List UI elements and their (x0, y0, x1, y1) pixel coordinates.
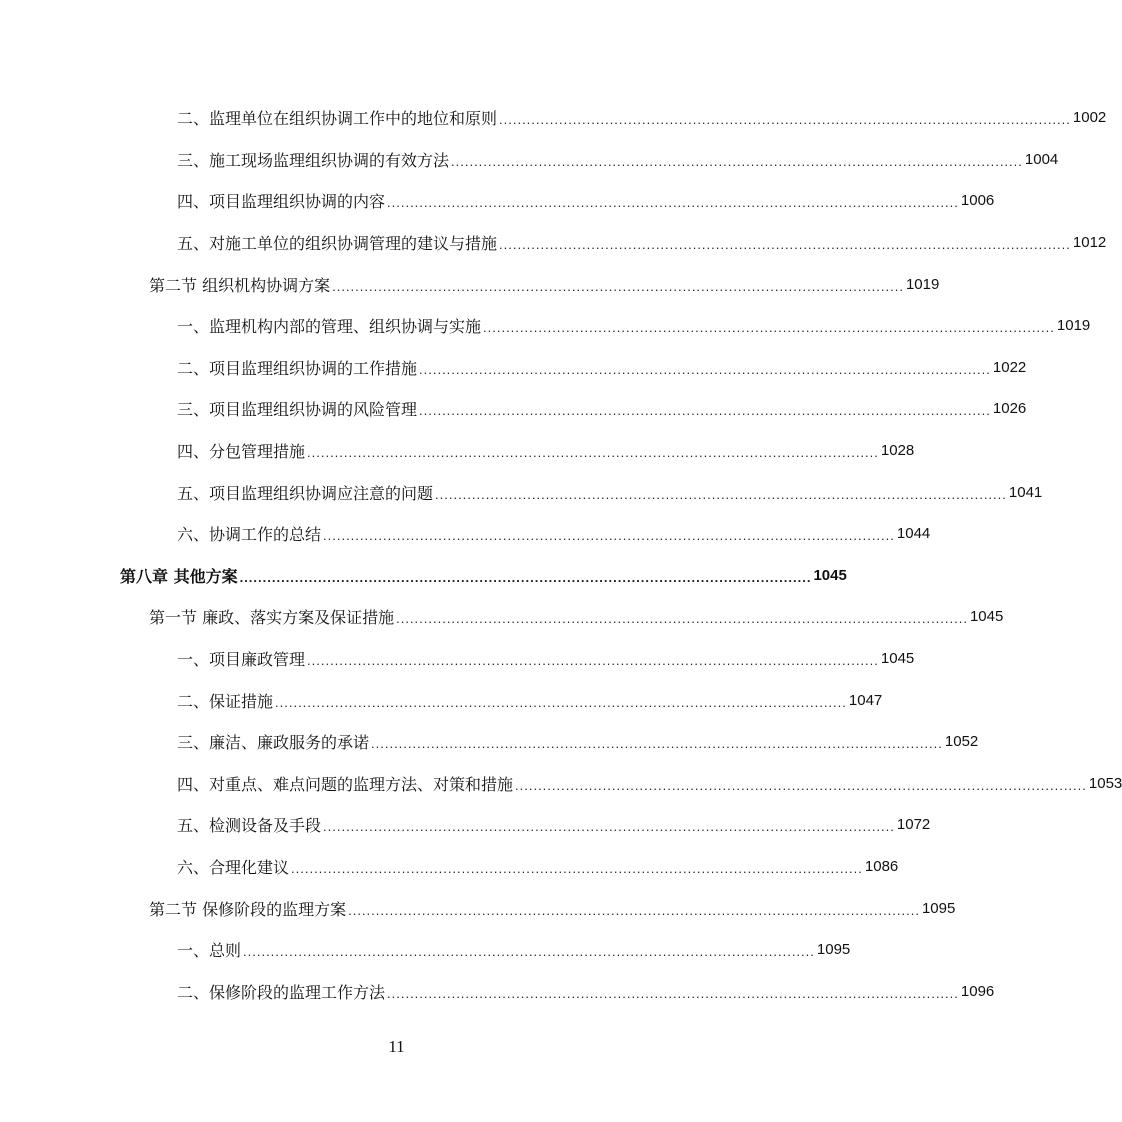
toc-entry[interactable] (0, 139, 1059, 181)
toc-entry[interactable] (0, 180, 995, 222)
dot-leader: ............................................................................................................................ (332, 278, 904, 294)
toc-entry-page: 1019 (1056, 317, 1091, 335)
toc-entry-title: 第二节 组织机构协调方案 (149, 275, 331, 295)
dot-leader: ............................................................................................................................ (499, 112, 1071, 128)
toc-entry[interactable] (0, 763, 1122, 805)
toc-entry-title: 三、廉洁、廉政服务的承诺 (177, 733, 370, 753)
toc-entry-page: 1045 (880, 650, 915, 668)
toc-entry[interactable] (0, 804, 931, 846)
toc-entry-page: 1072 (896, 816, 931, 834)
dot-leader: ............................................................................................................................ (419, 361, 991, 377)
toc-entry[interactable] (0, 721, 979, 763)
toc-entry[interactable] (0, 347, 1027, 389)
toc-entry-title: 四、项目监理组织协调的内容 (177, 192, 386, 212)
dot-leader: ............................................................................................................................ (243, 944, 815, 960)
toc-entry-title: 第二节 保修阶段的监理方案 (149, 899, 347, 919)
toc-entry-page: 1022 (992, 358, 1027, 376)
dot-leader: ............................................................................................................................ (419, 403, 991, 419)
table-of-contents (0, 97, 1122, 1012)
toc-entry-title: 二、保证措施 (177, 691, 274, 711)
toc-entry-page: 1026 (992, 400, 1027, 418)
dot-leader: ............................................................................................................................ (307, 445, 879, 461)
dot-leader: ............................................................................................................................ (307, 653, 879, 669)
dot-leader: ............................................................................................................................ (371, 736, 943, 752)
toc-entry-title: 一、监理机构内部的管理、组织协调与实施 (177, 317, 482, 337)
toc-entry-title: 第一节 廉政、落实方案及保证措施 (149, 608, 395, 628)
dot-leader: ............................................................................................................................ (483, 320, 1055, 336)
toc-entry-page: 1006 (960, 192, 995, 210)
toc-entry-title: 四、对重点、难点问题的监理方法、对策和措施 (177, 774, 514, 794)
toc-section-entry[interactable] (0, 596, 1004, 638)
toc-entry-page: 1086 (864, 857, 899, 875)
toc-entry-title: 第八章 其他方案 (120, 566, 238, 586)
dot-leader: ............................................................................................................................ (291, 860, 863, 876)
toc-entry-title: 三、项目监理组织协调的风险管理 (177, 400, 418, 420)
toc-entry-page: 1044 (896, 525, 931, 543)
dot-leader: ............................................................................................................................ (348, 902, 920, 918)
toc-section-entry[interactable] (0, 263, 940, 305)
toc-chapter-entry[interactable] (0, 555, 847, 597)
toc-entry-page: 1028 (880, 442, 915, 460)
dot-leader: ............................................................................................................................ (435, 486, 1007, 502)
toc-entry-page: 1095 (816, 941, 851, 959)
toc-entry[interactable] (0, 430, 915, 472)
toc-entry[interactable] (0, 222, 1107, 264)
toc-section-entry[interactable] (0, 887, 956, 929)
dot-leader: ............................................................................................................................ (387, 985, 959, 1001)
toc-entry[interactable] (0, 970, 995, 1012)
toc-entry-title: 五、项目监理组织协调应注意的问题 (177, 483, 434, 503)
toc-entry-page: 1096 (960, 982, 995, 1000)
dot-leader: ............................................................................................................................ (275, 694, 847, 710)
toc-entry[interactable] (0, 305, 1091, 347)
toc-entry-page: 1019 (905, 275, 940, 293)
dot-leader: ............................................................................................................................ (451, 153, 1023, 169)
toc-entry-page: 1041 (1008, 483, 1043, 501)
toc-entry-page: 1045 (969, 608, 1004, 626)
toc-entry-title: 二、监理单位在组织协调工作中的地位和原则 (177, 109, 498, 129)
toc-entry-title: 五、对施工单位的组织协调管理的建议与措施 (177, 234, 498, 254)
toc-entry-page: 1053 (1088, 774, 1122, 792)
toc-entry-title: 三、施工现场监理组织协调的有效方法 (177, 150, 450, 170)
toc-entry-title: 一、项目廉政管理 (177, 650, 306, 670)
dot-leader: ............................................................................................................................ (515, 777, 1087, 793)
toc-entry-title: 六、协调工作的总结 (177, 525, 322, 545)
toc-entry-page: 1095 (921, 899, 956, 917)
toc-entry-page: 1045 (813, 566, 847, 584)
dot-leader: ............................................................................................................................ (396, 611, 968, 627)
dot-leader: ............................................................................................................................ (499, 237, 1071, 253)
toc-entry-title: 二、项目监理组织协调的工作措施 (177, 358, 418, 378)
toc-entry[interactable] (0, 679, 883, 721)
toc-entry-page: 1012 (1072, 234, 1107, 252)
toc-entry-title: 一、总则 (177, 941, 242, 961)
dot-leader: ............................................................................................................................ (387, 195, 959, 211)
toc-entry[interactable] (0, 97, 1107, 139)
toc-entry-page: 1004 (1024, 150, 1059, 168)
dot-leader: ............................................................................................................................ (323, 819, 895, 835)
toc-entry[interactable] (0, 929, 851, 971)
toc-entry[interactable] (0, 513, 931, 555)
toc-entry-page: 1047 (848, 691, 883, 709)
toc-entry-page: 1002 (1072, 109, 1107, 127)
toc-entry[interactable] (0, 846, 899, 888)
dot-leader: ............................................................................................................................ (323, 528, 895, 544)
toc-entry-title: 五、检测设备及手段 (177, 816, 322, 836)
toc-entry-page: 1052 (944, 733, 979, 751)
toc-entry[interactable] (0, 388, 1027, 430)
toc-entry-title: 六、合理化建议 (177, 857, 290, 877)
toc-entry-title: 二、保修阶段的监理工作方法 (177, 982, 386, 1002)
dot-leader: ............................................................................................................................ (239, 569, 812, 585)
toc-entry[interactable] (0, 638, 915, 680)
toc-entry[interactable] (0, 471, 1043, 513)
toc-entry-title: 四、分包管理措施 (177, 442, 306, 462)
page-number: 11 (388, 1037, 405, 1056)
